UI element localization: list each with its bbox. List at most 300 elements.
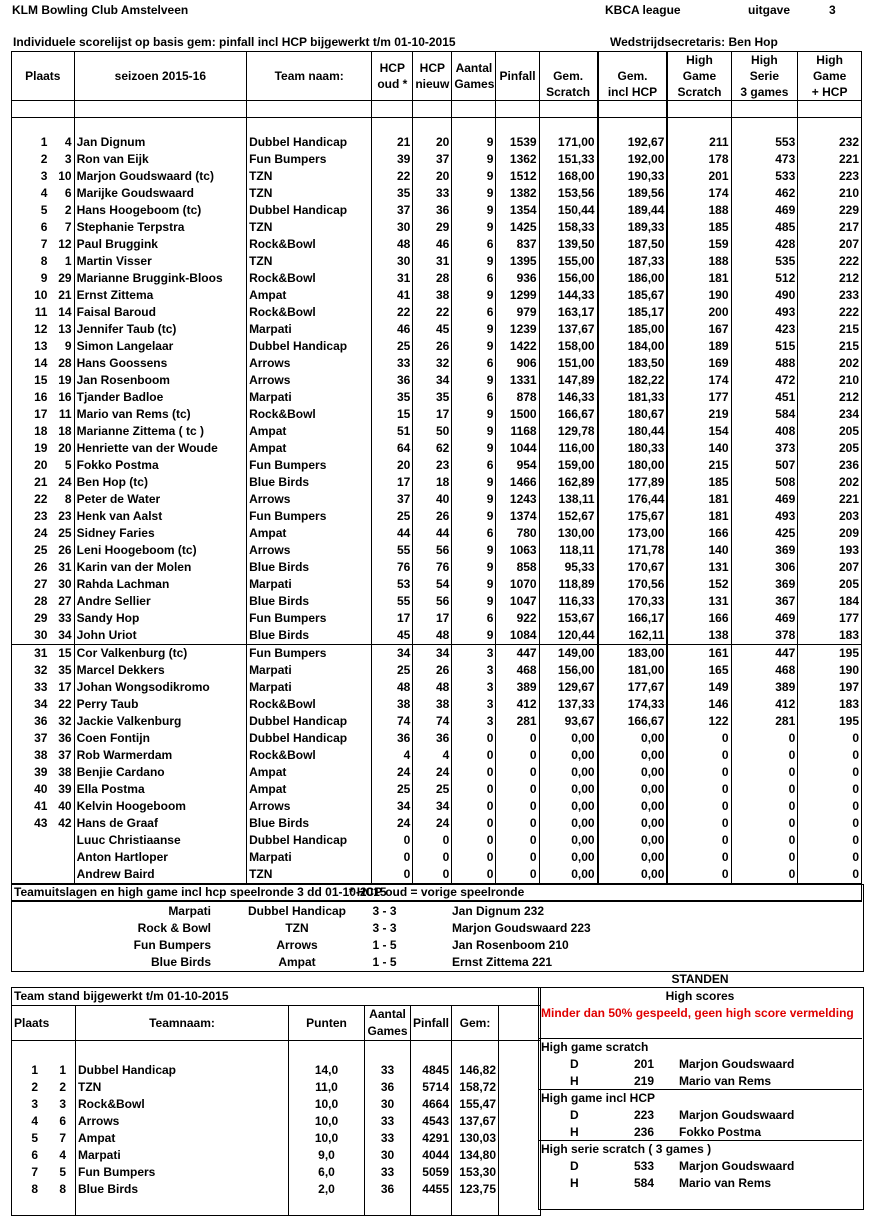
gem-scratch: 0,00 (539, 730, 598, 747)
high-game: 190 (667, 287, 731, 304)
table-row (12, 219, 862, 236)
high-game: 0 (667, 781, 731, 798)
team-name: TZN (247, 185, 372, 202)
player-name: Kelvin Hoogeboom (74, 798, 246, 815)
high-game-hcp: 193 (798, 542, 862, 559)
hcp-nieuw: 0 (413, 849, 452, 866)
team-games: 33 (365, 1164, 411, 1181)
team-name: Arrows (76, 1113, 289, 1130)
gem-hcp: 185,17 (598, 304, 668, 321)
pinfall: 954 (496, 457, 539, 474)
uitgave-label: uitgave (748, 3, 791, 17)
high-game-hcp: 205 (798, 423, 862, 440)
prev-rank-cell: 40 (58, 799, 72, 813)
team-name: Blue Birds (247, 627, 372, 645)
high-serie: 281 (731, 713, 798, 730)
player-name: Faisal Baroud (74, 304, 246, 321)
team-name: Fun Bumpers (76, 1164, 289, 1181)
col-plaats: Plaats (12, 52, 75, 101)
high-game-hcp: 209 (798, 525, 862, 542)
prev-rank-cell: 31 (58, 560, 72, 574)
player-name: Marianne Zittema ( tc ) (74, 423, 246, 440)
table-row (12, 253, 862, 270)
high-serie: 473 (731, 151, 798, 168)
hcp-oud: 22 (372, 304, 413, 321)
group-divider (538, 1140, 862, 1141)
games: 9 (452, 406, 496, 423)
gem-hcp: 189,56 (598, 185, 668, 202)
team-name: Ampat (76, 1130, 289, 1147)
pinfall: 1047 (496, 593, 539, 610)
high-serie: 423 (731, 321, 798, 338)
games: 9 (452, 474, 496, 491)
high-serie: 0 (731, 866, 798, 884)
prev-rank-cell: 17 (58, 680, 72, 694)
pinfall: 0 (496, 764, 539, 781)
gem-hcp: 0,00 (598, 747, 668, 764)
team-name: Blue Birds (76, 1181, 289, 1198)
prev-rank-cell: 35 (58, 663, 72, 677)
hcp-oud: 46 (372, 321, 413, 338)
player-name: Rob Warmerdam (74, 747, 246, 764)
prev-rank-cell: 14 (58, 305, 72, 319)
gem-scratch: 139,50 (539, 236, 598, 253)
games: 9 (452, 423, 496, 440)
high-score-player: Fokko Postma (679, 1125, 762, 1139)
games: 9 (452, 542, 496, 559)
high-game-hcp: 183 (798, 627, 862, 645)
high-serie: 469 (731, 491, 798, 508)
hcp-nieuw: 0 (413, 866, 452, 884)
hcp-oud: 30 (372, 253, 413, 270)
high-game-hcp: 0 (798, 866, 862, 884)
high-score-type: H (570, 1176, 579, 1190)
rank-cell: 26 (12, 559, 50, 576)
hcp-nieuw: 18 (413, 474, 452, 491)
pinfall: 389 (496, 679, 539, 696)
hcp-nieuw: 40 (413, 491, 452, 508)
club-name: KLM Bowling Club Amstelveen (12, 3, 189, 17)
team-games: 33 (365, 1130, 411, 1147)
high-serie: 369 (731, 576, 798, 593)
high-serie: 553 (731, 134, 798, 151)
table-row (12, 440, 862, 457)
high-game-hcp: 222 (798, 253, 862, 270)
pinfall: 1084 (496, 627, 539, 645)
high-game: 138 (667, 627, 731, 645)
hcp-oud: 24 (372, 764, 413, 781)
player-name: Ron van Eijk (74, 151, 246, 168)
games: 6 (452, 236, 496, 253)
prev-rank-cell: 34 (58, 628, 72, 642)
games: 6 (452, 525, 496, 542)
gem-scratch: 146,33 (539, 389, 598, 406)
table-row (12, 849, 862, 866)
high-score-group-title: High serie scratch ( 3 games ) (541, 1142, 712, 1156)
table-row (12, 696, 862, 713)
high-serie: 485 (731, 219, 798, 236)
group-divider (538, 1038, 862, 1039)
high-game: 185 (667, 474, 731, 491)
match-score: 3 - 3 (372, 921, 397, 935)
hcp-nieuw: 24 (413, 764, 452, 781)
team-name: Fun Bumpers (247, 610, 372, 627)
gem-scratch: 95,33 (539, 559, 598, 576)
games: 9 (452, 219, 496, 236)
hcp-nieuw: 17 (413, 610, 452, 627)
pinfall: 0 (496, 849, 539, 866)
hcp-nieuw: 74 (413, 713, 452, 730)
gem-hcp: 176,44 (598, 491, 668, 508)
table-row (12, 134, 862, 151)
gem-scratch: 147,89 (539, 372, 598, 389)
pinfall: 1512 (496, 168, 539, 185)
prev-rank-cell: 3 (64, 152, 72, 166)
table-row (12, 832, 862, 849)
hcp-oud: 22 (372, 168, 413, 185)
standen-warning: Minder dan 50% gespeeld, geen high score vermelding (541, 1006, 854, 1020)
secretary: Wedstrijdsecretaris: Ben Hop (610, 35, 778, 49)
pinfall: 922 (496, 610, 539, 627)
team-name: Marpati (247, 849, 372, 866)
team-pinfall: 4543 (411, 1113, 452, 1130)
col-gem-scratch: Gem. Scratch (539, 52, 598, 101)
prev-rank-cell (49, 832, 74, 849)
games: 0 (452, 747, 496, 764)
rank-cell: 30 (12, 627, 50, 645)
high-serie: 515 (731, 338, 798, 355)
team-name: TZN (247, 219, 372, 236)
away-team: TZN (285, 921, 309, 935)
high-game-hcp: 234 (798, 406, 862, 423)
prev-rank-cell: 32 (58, 714, 72, 728)
gem-hcp: 177,67 (598, 679, 668, 696)
hcp-oud: 55 (372, 542, 413, 559)
team-name: Rock&Bowl (76, 1096, 289, 1113)
high-serie: 488 (731, 355, 798, 372)
table-row (12, 321, 862, 338)
hcp-nieuw: 4 (413, 747, 452, 764)
team-name: Fun Bumpers (247, 457, 372, 474)
table-row (12, 457, 862, 474)
table-row (12, 236, 862, 253)
pinfall: 1070 (496, 576, 539, 593)
match-score: 1 - 5 (372, 938, 397, 952)
pinfall: 1500 (496, 406, 539, 423)
games: 0 (452, 866, 496, 884)
gem-hcp: 180,44 (598, 423, 668, 440)
team-name: Rock&Bowl (247, 270, 372, 287)
high-game-hcp: 207 (798, 559, 862, 576)
pinfall: 468 (496, 662, 539, 679)
player-name: Simon Langelaar (74, 338, 246, 355)
gem-scratch: 168,00 (539, 168, 598, 185)
rank-cell (12, 866, 50, 884)
table-row (12, 815, 862, 832)
hcp-oud: 24 (372, 815, 413, 832)
gem-hcp: 166,17 (598, 610, 668, 627)
team-points: 9,0 (289, 1147, 365, 1164)
table-row (12, 764, 862, 781)
team-name: Marpati (247, 321, 372, 338)
games: 9 (452, 627, 496, 645)
gem-scratch: 162,89 (539, 474, 598, 491)
table-row (12, 798, 862, 815)
high-game-hcp: 195 (798, 645, 862, 663)
team-points: 14,0 (289, 1062, 365, 1079)
games: 3 (452, 696, 496, 713)
gem-scratch: 155,00 (539, 253, 598, 270)
high-game-hcp: 202 (798, 355, 862, 372)
rank-cell: 22 (12, 491, 50, 508)
table-row (12, 662, 862, 679)
high-game-hcp: 215 (798, 321, 862, 338)
hcp-nieuw: 44 (413, 525, 452, 542)
team-name: Dubbel Handicap (76, 1062, 289, 1079)
col-high-game-hcp: High Game + HCP (798, 52, 862, 101)
high-game-hcp: 177 (798, 610, 862, 627)
high-game: 167 (667, 321, 731, 338)
hcp-nieuw: 31 (413, 253, 452, 270)
pinfall: 837 (496, 236, 539, 253)
table-row (12, 474, 862, 491)
player-name: Fokko Postma (74, 457, 246, 474)
high-score-value: 236 (633, 1125, 654, 1139)
high-game: 215 (667, 457, 731, 474)
pinfall: 281 (496, 713, 539, 730)
high-game-hcp: 0 (798, 781, 862, 798)
high-game-hcp: 233 (798, 287, 862, 304)
hcp-nieuw: 26 (413, 508, 452, 525)
high-score-player: Marjon Goudswaard (679, 1057, 795, 1071)
table-row (12, 304, 862, 321)
table-row (12, 355, 862, 372)
games: 9 (452, 185, 496, 202)
high-game-hcp: 190 (798, 662, 862, 679)
col-high-game: High Game Scratch (667, 52, 731, 101)
gem-scratch: 116,33 (539, 593, 598, 610)
gem-hcp: 0,00 (598, 866, 668, 884)
gem-hcp: 180,00 (598, 457, 668, 474)
gem-scratch: 0,00 (539, 815, 598, 832)
player-name: Peter de Water (74, 491, 246, 508)
games: 6 (452, 355, 496, 372)
pinfall: 1354 (496, 202, 539, 219)
rank-cell: 39 (12, 764, 50, 781)
team-name: Ampat (247, 764, 372, 781)
team-pinfall: 4845 (411, 1062, 452, 1079)
away-team: Arrows (276, 938, 318, 952)
gem-hcp: 184,00 (598, 338, 668, 355)
table-row (12, 593, 862, 610)
prev-rank-cell: 7 (64, 220, 72, 234)
team-name: Dubbel Handicap (247, 713, 372, 730)
hcp-oud: 35 (372, 185, 413, 202)
team-name: Marpati (76, 1147, 289, 1164)
high-serie: 389 (731, 679, 798, 696)
hcp-oud: 51 (372, 423, 413, 440)
high-serie: 428 (731, 236, 798, 253)
prev-rank-cell: 29 (58, 271, 72, 285)
high-score-group-title: High game incl HCP (541, 1091, 656, 1105)
player-name: Ben Hop (tc) (74, 474, 246, 491)
high-game-hcp: 0 (798, 764, 862, 781)
col-hcp-nieuw: HCP nieuw (413, 52, 452, 101)
gem-hcp: 186,00 (598, 270, 668, 287)
table-row (12, 866, 862, 884)
team-rank: 4 6 (12, 1113, 76, 1130)
gem-scratch: 156,00 (539, 662, 598, 679)
team-name: Rock&Bowl (247, 696, 372, 713)
games: 9 (452, 168, 496, 185)
hcp-nieuw: 22 (413, 304, 452, 321)
rank-cell: 31 (12, 645, 50, 663)
gem-hcp: 185,67 (598, 287, 668, 304)
teamstand-title: Team stand bijgewerkt t/m 01-10-2015 (12, 988, 541, 1006)
high-score-player: Marjon Goudswaard (679, 1108, 795, 1122)
subtitle: Individuele scorelijst op basis gem: pinfall incl HCP bijgewerkt t/m 01-10-2015 (13, 35, 456, 49)
high-score-value: 584 (633, 1176, 654, 1190)
gem-scratch: 116,00 (539, 440, 598, 457)
team-name: Rock&Bowl (247, 747, 372, 764)
team-average: 134,80 (452, 1147, 499, 1164)
games: 9 (452, 440, 496, 457)
high-game-hcp: 221 (798, 151, 862, 168)
prev-rank-cell: 26 (58, 543, 72, 557)
high-score-type: D (570, 1057, 579, 1071)
gem-hcp: 180,33 (598, 440, 668, 457)
player-name: Andrew Baird (74, 866, 246, 884)
high-game: 140 (667, 440, 731, 457)
prev-rank-cell: 1 (64, 254, 72, 268)
team-games: 36 (365, 1079, 411, 1096)
pinfall: 979 (496, 304, 539, 321)
games: 9 (452, 151, 496, 168)
high-game-hcp: 0 (798, 798, 862, 815)
col-high-serie: High Serie 3 games (731, 52, 798, 101)
pinfall: 858 (496, 559, 539, 576)
prev-rank-cell: 36 (58, 731, 72, 745)
gem-scratch: 118,11 (539, 542, 598, 559)
match-score: 3 - 3 (372, 904, 397, 918)
rank-cell: 20 (12, 457, 50, 474)
gem-scratch: 150,44 (539, 202, 598, 219)
score-table (11, 51, 862, 902)
games: 0 (452, 849, 496, 866)
high-game-hcp: 223 (798, 168, 862, 185)
high-game: 0 (667, 832, 731, 849)
games: 9 (452, 372, 496, 389)
high-serie: 373 (731, 440, 798, 457)
team-row (12, 1181, 541, 1198)
team-pinfall: 5714 (411, 1079, 452, 1096)
rank-cell: 8 (12, 253, 50, 270)
hcp-nieuw: 45 (413, 321, 452, 338)
team-games: 33 (365, 1062, 411, 1079)
rank-cell: 13 (12, 338, 50, 355)
hcp-nieuw: 20 (413, 168, 452, 185)
rank-cell: 10 (12, 287, 50, 304)
high-serie: 472 (731, 372, 798, 389)
high-score-value: 219 (633, 1074, 654, 1088)
gem-scratch: 158,33 (539, 219, 598, 236)
table-row (12, 781, 862, 798)
hcp-oud: 74 (372, 713, 413, 730)
prev-rank-cell: 19 (58, 373, 72, 387)
prev-rank-cell (49, 849, 74, 866)
hcp-nieuw: 33 (413, 185, 452, 202)
table-row (12, 713, 862, 730)
player-name: Perry Taub (74, 696, 246, 713)
team-name: TZN (247, 866, 372, 884)
player-name: Rahda Lachman (74, 576, 246, 593)
player-name: Marianne Bruggink-Bloos (74, 270, 246, 287)
away-team: Ampat (278, 955, 316, 969)
gem-scratch: 149,00 (539, 645, 598, 663)
hcp-oud: 25 (372, 508, 413, 525)
prev-rank-cell: 33 (58, 611, 72, 625)
team-name: Ampat (247, 781, 372, 798)
high-serie: 367 (731, 593, 798, 610)
standen-title: STANDEN (671, 972, 729, 986)
games: 6 (452, 457, 496, 474)
team-average: 153,30 (452, 1164, 499, 1181)
hcp-nieuw: 24 (413, 815, 452, 832)
gem-scratch: 137,33 (539, 696, 598, 713)
player-name: Johan Wongsodikromo (74, 679, 246, 696)
gem-hcp: 183,00 (598, 645, 668, 663)
team-name: Fun Bumpers (247, 151, 372, 168)
games: 0 (452, 730, 496, 747)
hcp-oud: 55 (372, 593, 413, 610)
standen-subtitle: High scores (665, 989, 735, 1003)
gem-scratch: 129,67 (539, 679, 598, 696)
gem-hcp: 174,33 (598, 696, 668, 713)
high-serie: 0 (731, 849, 798, 866)
gem-hcp: 181,33 (598, 389, 668, 406)
team-name: Arrows (247, 542, 372, 559)
team-name: Dubbel Handicap (247, 832, 372, 849)
table-row (12, 423, 862, 440)
gem-hcp: 170,67 (598, 559, 668, 576)
hcp-nieuw: 56 (413, 542, 452, 559)
table-row (12, 679, 862, 696)
hcp-nieuw: 34 (413, 372, 452, 389)
rank-cell: 40 (12, 781, 50, 798)
hcp-oud: 35 (372, 389, 413, 406)
high-game-player: Marjon Goudswaard 223 (452, 921, 591, 935)
games: 6 (452, 610, 496, 627)
rank-cell: 11 (12, 304, 50, 321)
ts-col-gem: Gem: (452, 1006, 499, 1041)
hcp-oud: 33 (372, 355, 413, 372)
high-serie: 0 (731, 730, 798, 747)
gem-scratch: 0,00 (539, 747, 598, 764)
games: 0 (452, 764, 496, 781)
table-row (12, 491, 862, 508)
high-game: 131 (667, 593, 731, 610)
rank-cell (12, 832, 50, 849)
high-game-hcp: 210 (798, 372, 862, 389)
hcp-oud: 37 (372, 202, 413, 219)
high-game-player: Jan Dignum 232 (452, 904, 545, 918)
high-score-type: H (570, 1125, 579, 1139)
rank-cell: 14 (12, 355, 50, 372)
high-game-hcp: 222 (798, 304, 862, 321)
high-score-type: D (570, 1108, 579, 1122)
high-serie: 0 (731, 747, 798, 764)
player-name: Hans Hoogeboom (tc) (74, 202, 246, 219)
